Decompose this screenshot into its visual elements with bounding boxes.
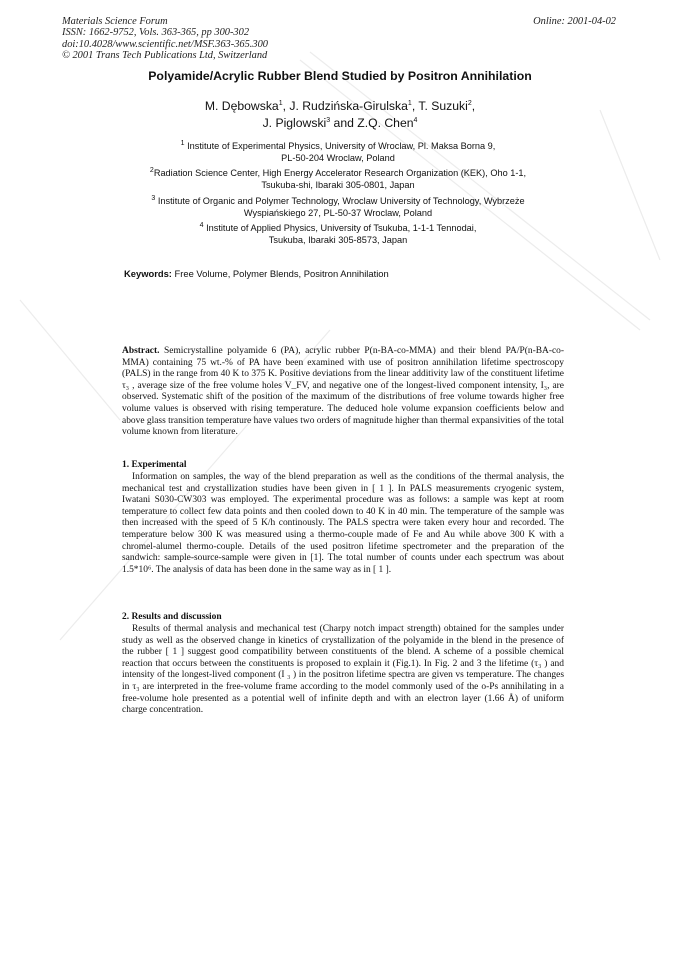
- journal-header: [62, 16, 622, 61]
- copyright-line: © 2001 Trans Tech Publications Ltd, Switzerland: [62, 49, 268, 61]
- affiliation-number: 1: [180, 139, 185, 147]
- author-affiliation-mark: 4: [413, 116, 418, 124]
- affiliation-line: PL-50-204 Wroclaw, Poland: [281, 153, 395, 164]
- issn-line: ISSN: 1662-9752, Vols. 363-365, pp 300-302: [62, 27, 250, 39]
- abstract-label: Abstract.: [122, 346, 160, 356]
- author-affiliation-mark: 1: [278, 99, 283, 107]
- affiliation-line: Tsukuba, Ibaraki 305-8573, Japan: [268, 235, 408, 246]
- abstract-text: Semicrystalline polyamide 6 (PA), acrylic rubber P(n-BA-co-MMA) and their blend PA/P(n-BA-co-MMA) containing 75 wt.-% of PA have been examined with use of positron annihilation lifetime spectroscopy (PALS) in the range from 40 K to 375 K. Positive deviations from the linear additivity law of the constituent lifetime τ₃ , average size of the free volume holes V_FV, and negative one of the longest-lived component intensity, I₃, are observed. Systematic shift of the position of the maximum of the distributions of free volume towards higher free volume values is observed with rising temperature. The deduced hole volume expansion coefficients below and above glass transition temperature have values two orders of magnitude higher than thermal expansivities of the total volume known from literature.: [122, 346, 565, 438]
- section-body-results: Results of thermal analysis and mechanical test (Charpy notch impact strength) obtained for the samples under study as well as the observed change in kinetics of crystallization of the polyamide in the blend in the presence of the rubber [ 1 ] suggest good compatibility between constituents of the blend. A scheme of a possible chemical reaction that occurs between the constituents is proposed to explain it (Fig.1). In Fig. 2 and 3 the lifetime (τ₃ ) and intensity of the longest-lived component (I ₃ ) in the positron lifetime spectra are given vs temperature. The changes in τ₃ are interpreted in the free-volume frame according to the model commonly used of the o-Ps annihilating in a free-volume hole presented as a potential well of infinite depth and with an electron layer (1.66 Å) of uniform charge concentration.: [122, 624, 564, 716]
- affiliation-number: 3: [151, 194, 156, 202]
- affiliation-line: Wyspiańskiego 27, PL-50-37 Wroclaw, Poland: [243, 208, 433, 219]
- section-heading-results: 2. Results and discussion: [122, 612, 222, 622]
- author: Z.Q. Chen: [357, 116, 414, 130]
- keywords: [124, 268, 564, 279]
- affiliation-4: [108, 222, 568, 247]
- author-affiliation-mark: 3: [326, 116, 331, 124]
- affiliation-line: Institute of Experimental Physics, University of Wroclaw, Pl. Maksa Borna 9,: [187, 141, 496, 151]
- keywords-text: Free Volume, Polymer Blends, Positron Annihilation: [174, 268, 389, 279]
- affiliation-3: [108, 195, 568, 220]
- doi-line[interactable]: doi:10.4028/www.scientific.net/MSF.363-365.300: [62, 38, 268, 50]
- author: M. Dębowska: [204, 99, 279, 113]
- author-conjunction: and: [333, 116, 354, 130]
- affiliation-number: 2: [149, 166, 154, 174]
- author: T. Suzuki: [418, 99, 468, 113]
- author-affiliation-mark: 1: [407, 99, 412, 107]
- affiliation-1: [108, 140, 568, 165]
- affiliation-line: Radiation Science Center, High Energy Accelerator Research Organization (KEK), Oho 1-1,: [153, 168, 527, 178]
- affiliation-2: [108, 167, 568, 192]
- author-list: M. Dębowska$^1$, J. Rudzińska-Girulska$^1$, T. Suzuki$^2$, J. Piglowski$^3$ and Z.Q. Chen$^4$: [204, 99, 476, 130]
- affiliation-line: Tsukuba-shi, Ibaraki 305-0801, Japan: [261, 180, 415, 191]
- journal-name: Materials Science Forum: [62, 16, 168, 27]
- keywords-label: Keywords:: [124, 268, 172, 279]
- author: J. Piglowski: [262, 116, 327, 130]
- section-body-experimental: Information on samples, the way of the blend preparation as well as the conditions of the thermal analysis, the mechanical test and crystallization studies have been given in [ 1 ]. In PALS measurements cryogenic system, Iwatani S030-CW303 was employed. The experimental procedure was as follows: a sample was kept at room temperature to collect few data points and then cooled down to 40 K in 40 min. The temperature of the sample was then increased with the speed of 5 K/h continously. The PALS spectra were taken every hour and recorded. The temperature below 300 K was measured using a thermo-couple made of Fe and Au while above 300 K with a chromel-alumel thermo-couple. Details of the used positron lifetime spectrometer and the preparation of the sandwich: sample-source-sample were given in [1]. The total number of counts under each spectrum was about 1.5*10⁶. The analysis of data has been done in the same way as in [ 1 ].: [122, 472, 564, 575]
- author-affiliation-mark: 2: [467, 99, 472, 107]
- affiliation-number: 4: [199, 221, 204, 229]
- affiliation-line: Institute of Organic and Polymer Technology, Wroclaw University of Technology, Wybrzeże: [157, 196, 525, 206]
- paper-title: Polyamide/Acrylic Rubber Blend Studied by Positron Annihilation: [148, 69, 532, 83]
- section-heading-experimental: 1. Experimental: [122, 460, 187, 470]
- online-date: Online: 2001-04-02: [533, 16, 616, 27]
- affiliation-line: Institute of Applied Physics, University of Tsukuba, 1-1-1 Tennodai,: [206, 223, 477, 233]
- author: J. Rudzińska-Girulska: [289, 99, 408, 113]
- abstract: [122, 346, 564, 439]
